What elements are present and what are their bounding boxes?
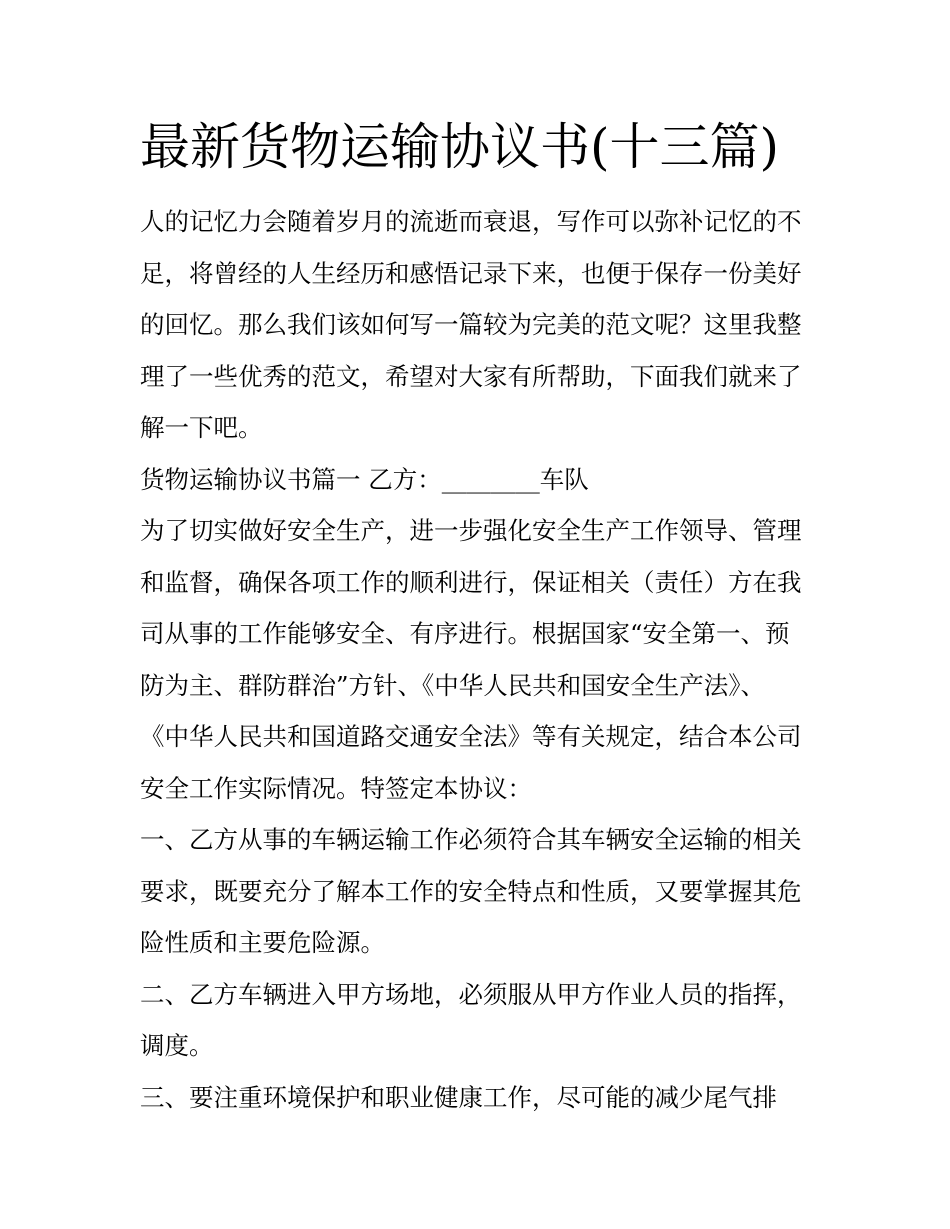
body-line: 人的记忆力会随着岁月的流逝而衰退，写作可以弥补记忆的不 [140, 207, 802, 236]
body-line: 的回忆。那么我们该如何写一篇较为完美的范文呢？这里我整 [140, 310, 802, 339]
body-line: 为了切实做好安全生产，进一步强化安全生产工作领导、管理 [140, 516, 802, 545]
body-line: 司从事的工作能够安全、有序进行。根据国家“安全第一、预 [140, 619, 790, 648]
section-heading: 货物运输协议书篇一 乙方：________车队 [140, 464, 589, 494]
body-line: 安全工作实际情况。特签定本协议： [140, 773, 532, 803]
body-line: 一、乙方从事的车辆运输工作必须符合其车辆安全运输的相关 [140, 825, 802, 854]
document-title: 最新货物运输协议书(十三篇) [140, 118, 780, 176]
body-line: 足，将曾经的人生经历和感悟记录下来，也便于保存一份美好 [140, 258, 802, 288]
body-line: 理了一些优秀的范文，希望对大家有所帮助，下面我们就来了 [140, 361, 802, 391]
body-line: 解一下吧。 [140, 413, 263, 442]
body-line: 《中华人民共和国道路交通安全法》等有关规定，结合本公司 [140, 722, 802, 751]
body-line: 二、乙方车辆进入甲方场地，必须服从甲方作业人员的指挥， [140, 979, 802, 1009]
body-line: 防为主、群防群治”方针、《中华人民共和国安全生产法》、 [140, 670, 766, 700]
body-line: 要求，既要充分了解本工作的安全特点和性质，又要掌握其危 [140, 876, 802, 906]
body-line: 险性质和主要危险源。 [140, 928, 385, 957]
body-line: 和监督，确保各项工作的顺利进行，保证相关（责任）方在我 [140, 567, 802, 597]
body-line: 三、要注重环境保护和职业健康工作，尽可能的减少尾气排 [140, 1082, 777, 1112]
body-line: 调度。 [140, 1031, 214, 1060]
document-body [140, 196, 815, 1123]
